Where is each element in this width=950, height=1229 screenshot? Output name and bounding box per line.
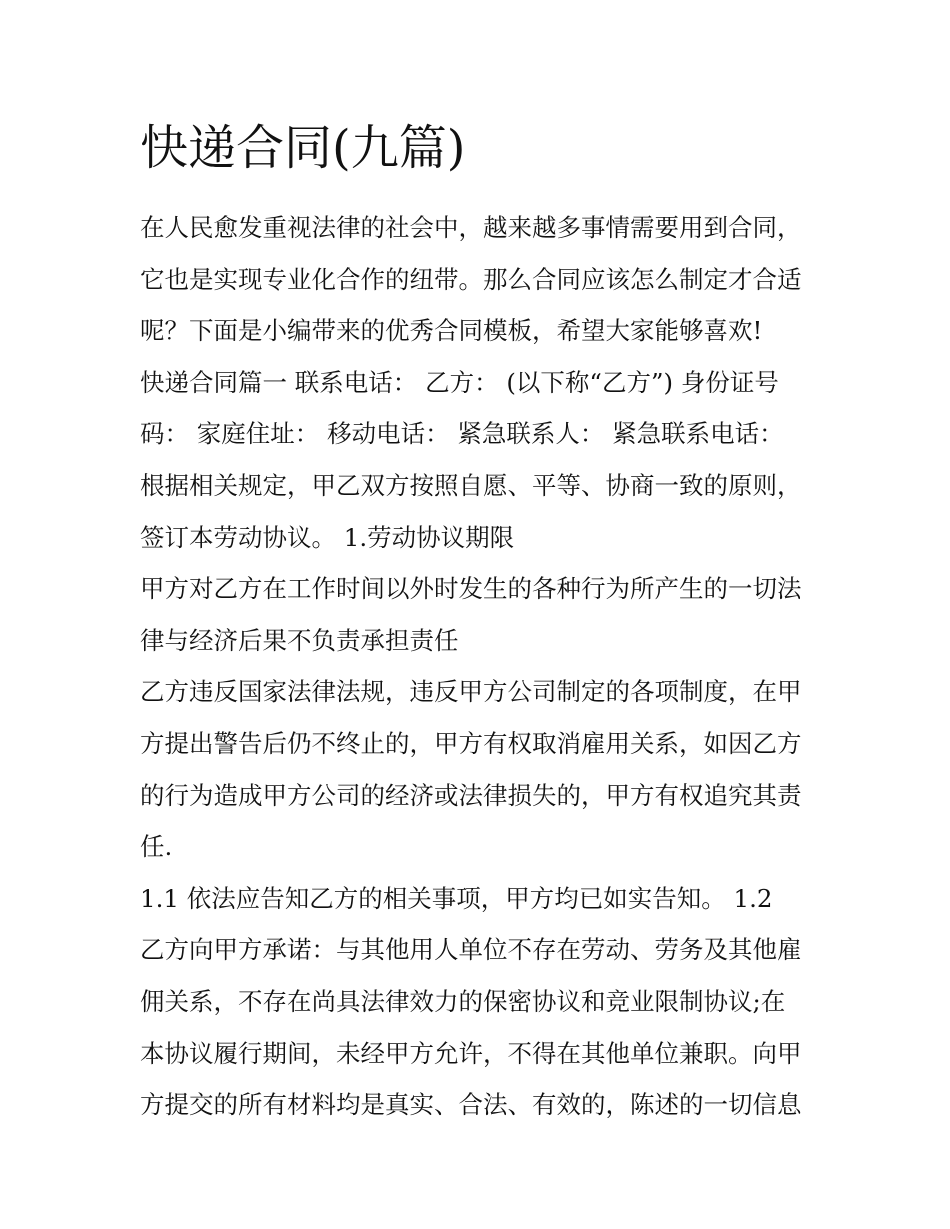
body-line: 本协议履行期间，未经甲方允许，不得在其他单位兼职。向甲 [140, 1038, 802, 1068]
body-line: 在人民愈发重视法律的社会中，越来越多事情需要用到合同， [140, 213, 802, 242]
document-title: 快递合同(九篇) [140, 120, 466, 176]
body-line: 快递合同篇一 联系电话： 乙方： (以下称“乙方”) 身份证号 [140, 367, 779, 397]
document-body [140, 202, 820, 1131]
body-line: 方提出警告后仍不终止的，甲方有权取消雇用关系，如因乙方 [140, 728, 802, 758]
body-line: 呢？下面是小编带来的优秀合同模板，希望大家能够喜欢! [140, 316, 763, 346]
body-line: 签订本劳动协议。 1.劳动协议期限 [140, 522, 515, 552]
body-line: 乙方违反国家法律法规，违反甲方公司制定的各项制度，在甲 [140, 677, 802, 707]
body-line: 方提交的所有材料均是真实、合法、有效的，陈述的一切信息 [140, 1090, 802, 1120]
body-line: 甲方对乙方在工作时间以外时发生的各种行为所产生的一切法 [140, 574, 802, 604]
body-line: 乙方向甲方承诺：与其他用人单位不存在劳动、劳务及其他雇 [140, 935, 802, 965]
body-line: 律与经济后果不负责承担责任 [140, 625, 459, 655]
body-line: 根据相关规定，甲乙双方按照自愿、平等、协商一致的原则， [140, 470, 802, 500]
body-line: 的行为造成甲方公司的经济或法律损失的，甲方有权追究其责 [140, 780, 802, 810]
body-line: 任. [140, 832, 173, 862]
body-line: 佣关系，不存在尚具法律效力的保密协议和竞业限制协议;在 [140, 986, 786, 1016]
body-line: 1.1 依法应告知乙方的相关事项，甲方均已如实告知。 1.2 [140, 883, 773, 913]
body-line: 它也是实现专业化合作的纽带。那么合同应该怎么制定才合适 [140, 264, 802, 294]
body-line: 码： 家庭住址： 移动电话： 紧急联系人： 紧急联系电话： [140, 419, 784, 449]
